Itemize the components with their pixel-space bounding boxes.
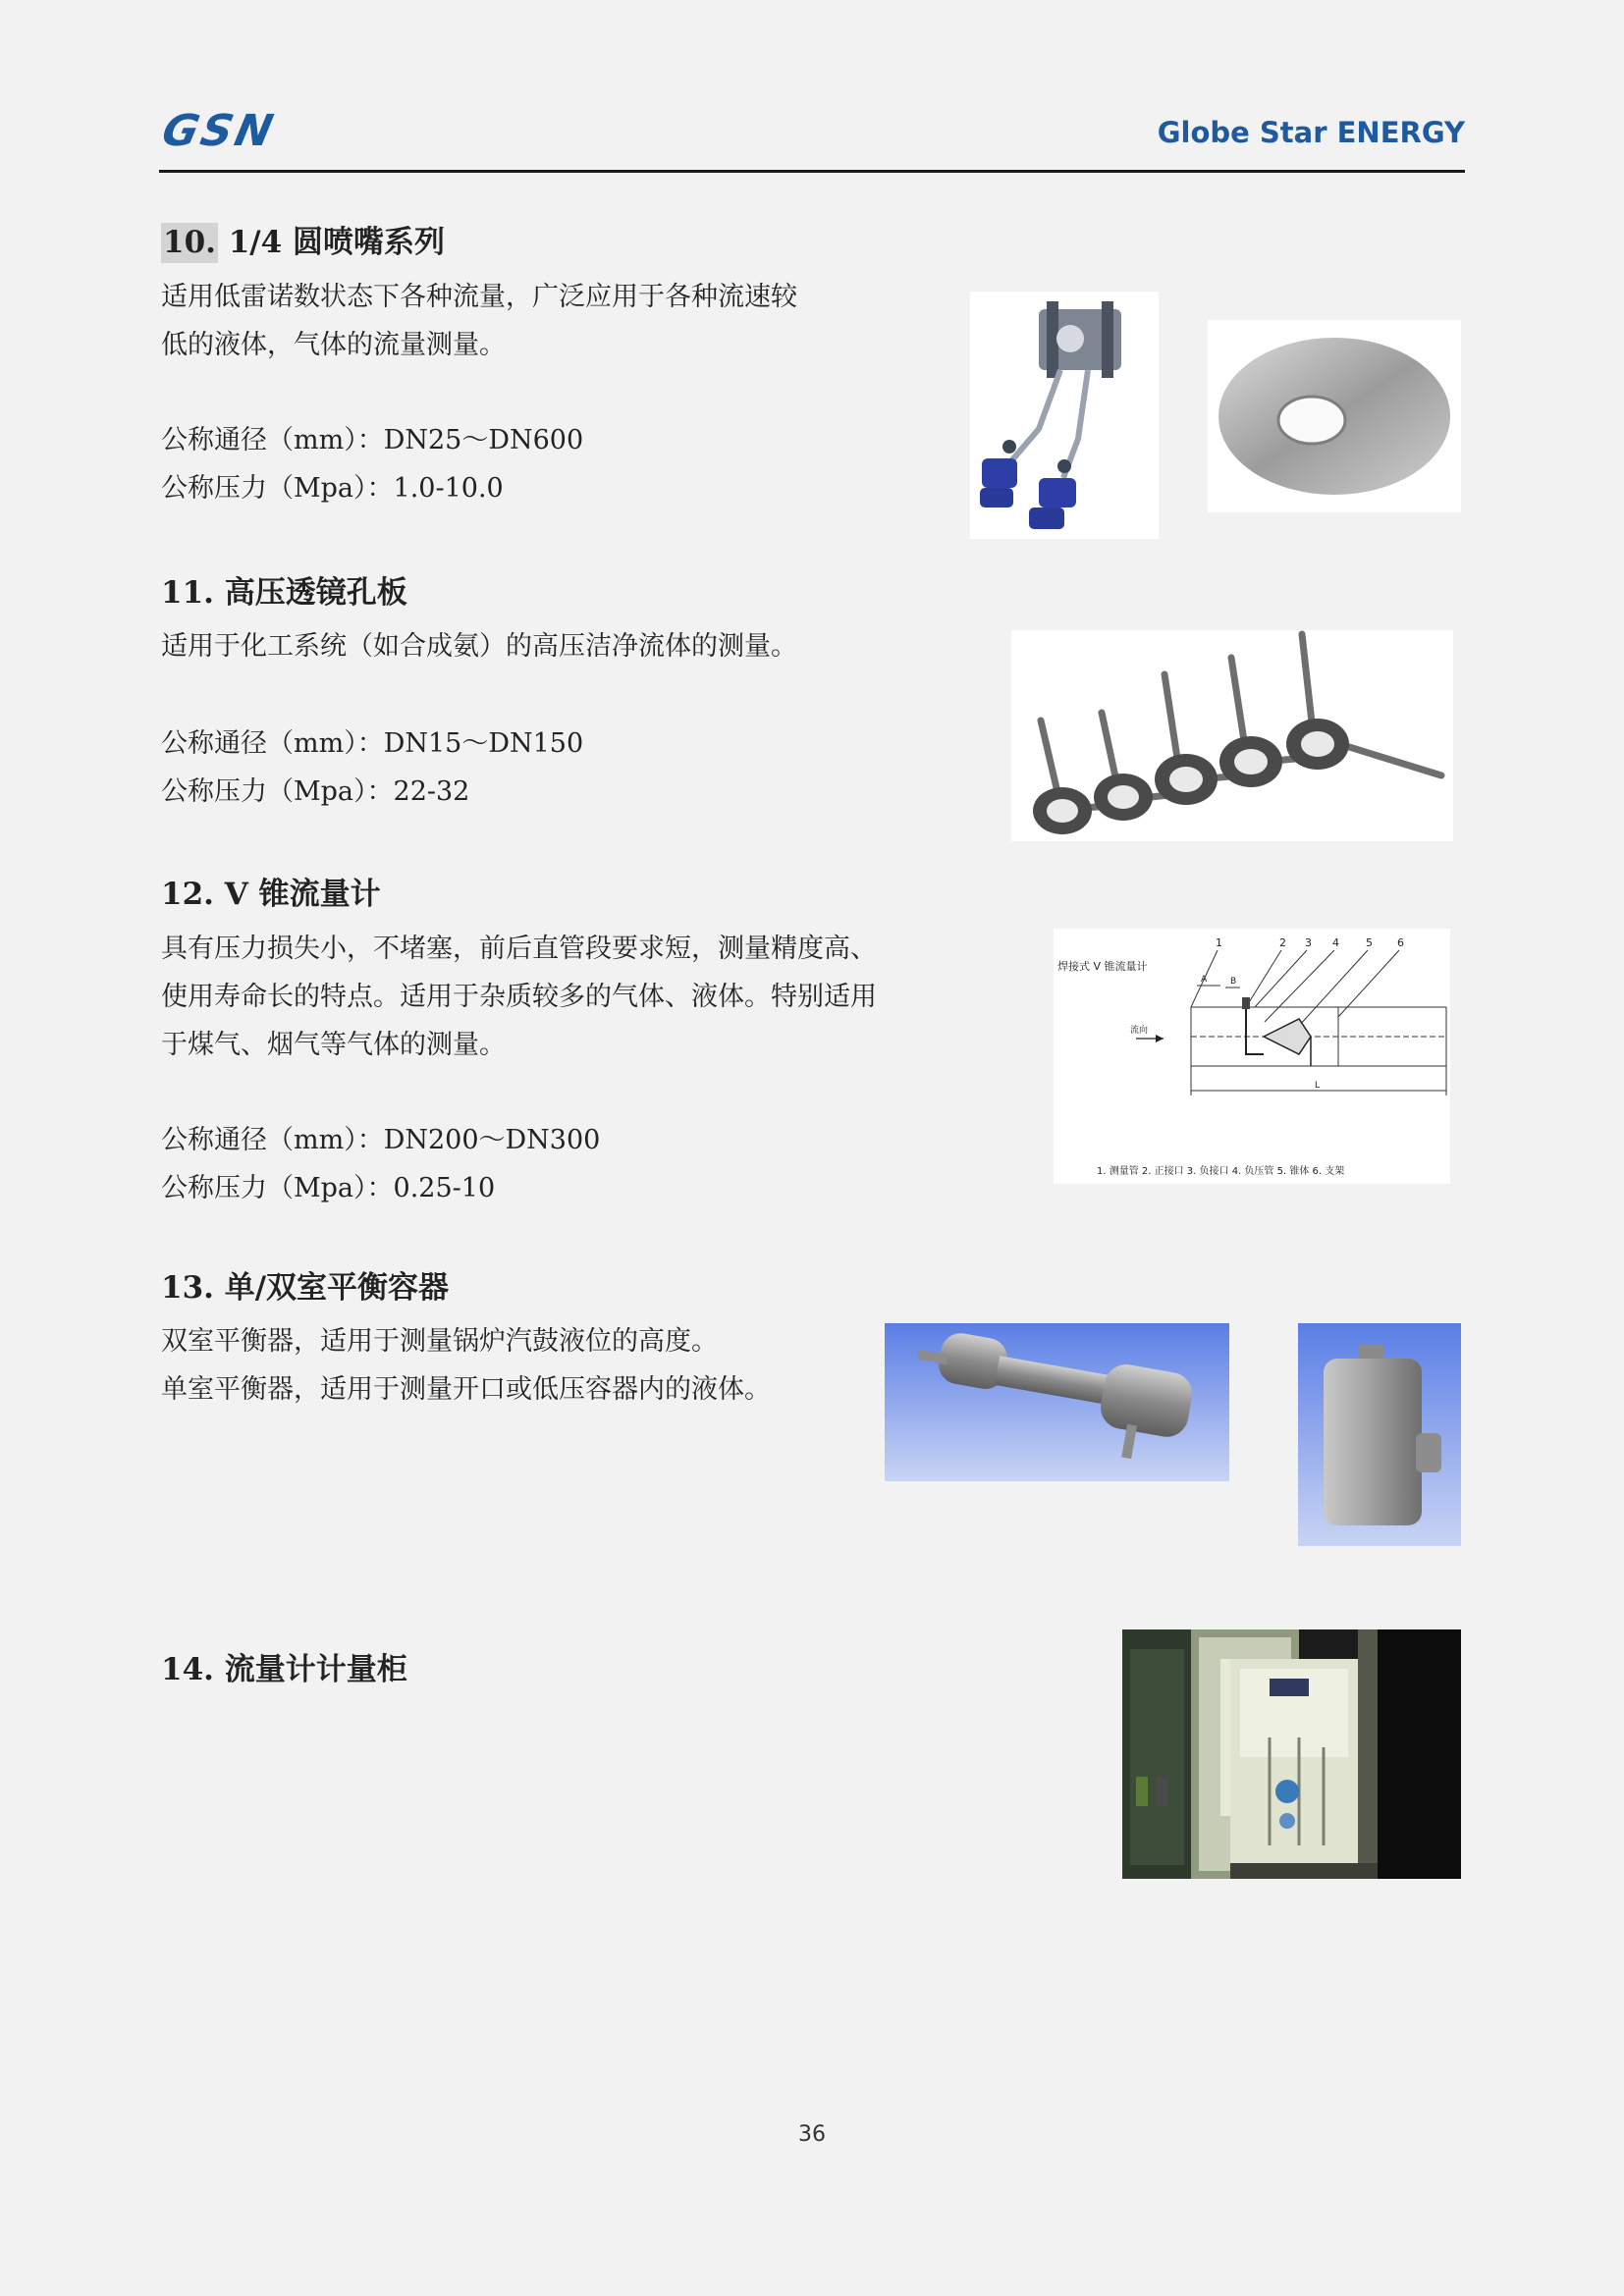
dual-chamber-balancer-photo (885, 1323, 1229, 1481)
section-13-heading (161, 1270, 450, 1306)
vcone-label-b: B (1230, 977, 1237, 987)
section-12-title: V 锥流量计 (224, 877, 381, 912)
section-14-number: 14. (161, 1652, 214, 1687)
nozzle-assembly-photo (970, 292, 1159, 539)
section-12-spec-pressure: 公称压力（Mpa）：0.25-10 (161, 1173, 496, 1203)
section-11-spec-diameter: 公称通径（mm）：DN15～DN150 (161, 728, 584, 759)
section-11-heading (161, 575, 407, 611)
section-10-spec-pressure: 公称压力（Mpa）：1.0-10.0 (161, 473, 504, 504)
vcone-callout: 6 (1397, 936, 1404, 949)
section-10-desc-line: 低的液体，气体的流量测量。 (161, 330, 506, 360)
section-11-number: 11. (161, 575, 214, 611)
vcone-callout: 2 (1279, 936, 1286, 949)
vcone-flow-label: 流向 (1130, 1026, 1149, 1036)
section-12-number: 12. (161, 877, 214, 912)
section-13-desc-line: 双室平衡器，适用于测量锅炉汽鼓液位的高度。 (161, 1326, 718, 1357)
section-12-desc-line: 使用寿命长的特点。适用于杂质较多的气体、液体。特别适用 (161, 982, 877, 1012)
orifice-ring-photo (1208, 320, 1461, 512)
section-10-title: 1/4 圆喷嘴系列 (228, 225, 445, 260)
section-13-description (161, 1317, 771, 1414)
section-11-spec-pressure: 公称压力（Mpa）：22-32 (161, 776, 470, 807)
vcone-callout-numbers (1216, 936, 1404, 949)
vcone-diagram-title: 焊接式 V 锥流量计 (1057, 960, 1148, 973)
vcone-callout: 5 (1366, 936, 1373, 949)
section-10-number: 10. (161, 223, 218, 263)
section-11-specs (161, 720, 583, 816)
section-12-desc-line: 于煤气、烟气等气体的测量。 (161, 1030, 506, 1060)
vcone-label-l: L (1315, 1081, 1321, 1091)
section-10-heading (161, 225, 445, 260)
section-12-desc-line: 具有压力损失小，不堵塞，前后直管段要求短，测量精度高、 (161, 934, 877, 964)
section-10-desc-line: 适用低雷诺数状态下各种流量，广泛应用于各种流速较 (161, 282, 797, 312)
section-13-title: 单/双室平衡容器 (224, 1270, 450, 1306)
section-13-desc-line: 单室平衡器，适用于测量开口或低压容器内的液体。 (161, 1374, 771, 1405)
section-10-spec-diameter: 公称通径（mm）：DN25～DN600 (161, 425, 584, 455)
vcone-diagram (1054, 929, 1450, 1184)
vcone-label-a: A (1201, 975, 1208, 985)
section-11-title: 高压透镜孔板 (224, 575, 407, 611)
gsn-logo: GSN (157, 106, 281, 156)
section-14-heading (161, 1652, 407, 1687)
section-12-spec-diameter: 公称通径（mm）：DN200～DN300 (161, 1125, 601, 1155)
metering-cabinet-photo (1122, 1629, 1461, 1879)
page-number: 36 (798, 2122, 826, 2147)
section-12-description (161, 925, 877, 1069)
section-14-title: 流量计计量柜 (224, 1652, 407, 1687)
section-11-desc-line: 适用于化工系统（如合成氨）的高压洁净流体的测量。 (161, 631, 797, 662)
section-12-heading (161, 877, 381, 912)
brand-name: Globe Star ENERGY (1157, 116, 1465, 149)
section-10-description (161, 273, 797, 369)
lens-orifice-plates-photo (1011, 630, 1453, 841)
section-10-specs (161, 416, 583, 512)
header-rule (159, 170, 1465, 173)
vcone-callout: 4 (1332, 936, 1339, 949)
section-13-number: 13. (161, 1270, 214, 1306)
single-chamber-balancer-photo (1298, 1323, 1461, 1546)
section-12-specs (161, 1116, 600, 1212)
vcone-callout: 1 (1216, 936, 1222, 949)
vcone-callout: 3 (1305, 936, 1312, 949)
section-11-description (161, 622, 797, 670)
vcone-legend: 1. 测量管 2. 正接口 3. 负接口 4. 负压管 5. 锥体 6. 支架 (1097, 1166, 1345, 1177)
